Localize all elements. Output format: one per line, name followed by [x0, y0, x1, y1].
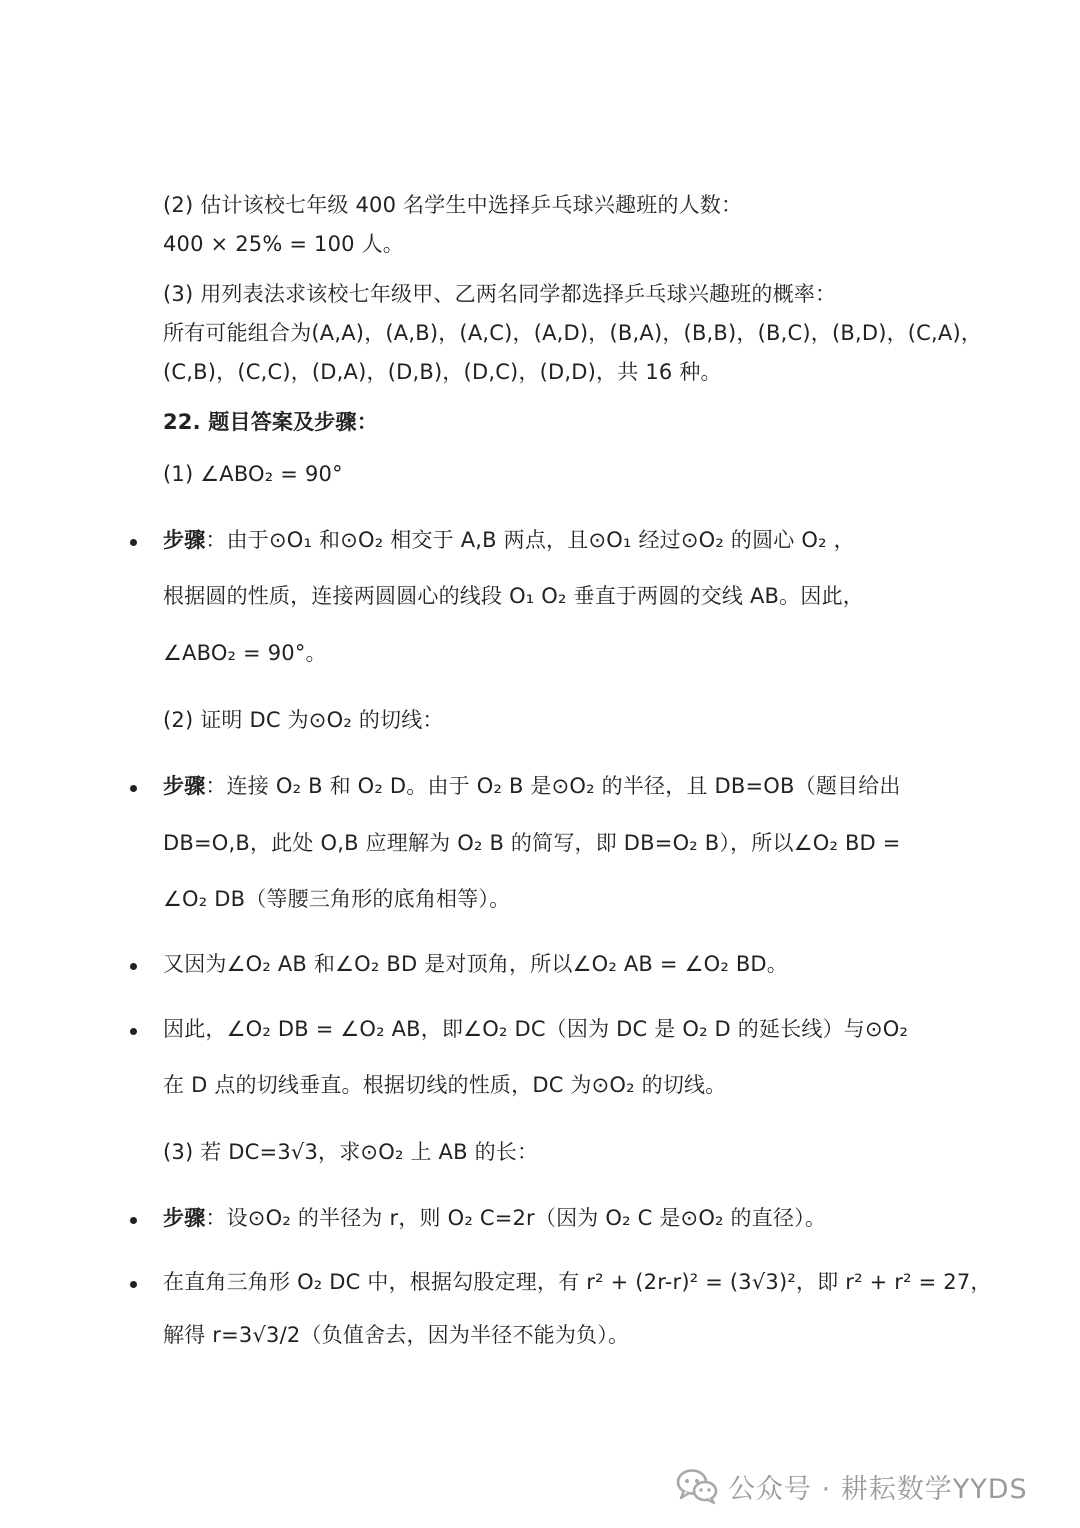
- bullet-marker: [130, 785, 137, 792]
- part3-combinations-line1: 所有可能组合为(A,A)，(A,B)，(A,C)，(A,D)，(B,A)，(B,B)，(B,C)，(B,D)，(C,A)，: [163, 321, 983, 345]
- part3-combinations-line2: (C,B)，(C,C)，(D,A)，(D,B)，(D,C)，(D,D)，共 16 种。: [163, 360, 722, 384]
- q22-part3-step-line1: [163, 1203, 826, 1233]
- part2-calculation: 400 × 25% = 100 人。: [163, 232, 405, 256]
- q22-part2-bullet3-line2: 在 D 点的切线垂直。根据切线的性质，DC 为⊙O₂ 的切线。: [163, 1073, 727, 1097]
- wechat-icon: [676, 1467, 718, 1505]
- bullet-marker: [130, 539, 137, 546]
- watermark: [676, 1466, 1028, 1506]
- q22-part2-heading: (2) 证明 DC 为⊙O₂ 的切线：: [163, 708, 444, 732]
- step-text: ：连接 O₂ B 和 O₂ D。由于 O₂ B 是⊙O₂ 的半径，且 DB=OB（题目给出: [205, 774, 901, 798]
- q22-part1-heading: (1) ∠ABO₂ = 90°: [163, 462, 343, 486]
- q22-part2-step-line2: DB=O,B，此处 O,B 应理解为 O₂ B 的简写，即 DB=O₂ B），所以∠O₂ BD =: [163, 831, 901, 855]
- q22-part2-bullet2: 又因为∠O₂ AB 和∠O₂ BD 是对顶角，所以∠O₂ AB = ∠O₂ BD。: [163, 952, 788, 976]
- q22-part2-step-line1: [163, 771, 901, 801]
- step-text: ：设⊙O₂ 的半径为 r，则 O₂ C=2r（因为 O₂ C 是⊙O₂ 的直径）。: [205, 1206, 827, 1230]
- step-text: ：由于⊙O₁ 和⊙O₂ 相交于 A,B 两点，且⊙O₁ 经过⊙O₂ 的圆心 O₂ ，: [205, 528, 855, 552]
- step-label: 步骤: [163, 774, 206, 798]
- step-label: 步骤: [163, 528, 206, 552]
- watermark-text: 公众号 · 耕耘数学YYDS: [728, 1473, 1028, 1505]
- q22-title: 22. 题目答案及步骤：: [163, 410, 378, 434]
- q22-part3-bullet2-line2: 解得 r=3√3/2（负值舍去，因为半径不能为负）。: [163, 1323, 630, 1347]
- step-label: 步骤: [163, 1206, 206, 1230]
- bullet-marker: [130, 1028, 137, 1035]
- bullet-marker: [130, 963, 137, 970]
- q22-part2-bullet3-line1: 因此，∠O₂ DB = ∠O₂ AB，即∠O₂ DC（因为 DC 是 O₂ D 的延长线）与⊙O₂: [163, 1017, 909, 1041]
- part3-heading: (3) 用列表法求该校七年级甲、乙两名同学都选择乒乓球兴趣班的概率：: [163, 282, 837, 306]
- bullet-marker: [130, 1281, 137, 1288]
- q22-part3-bullet2-line1: 在直角三角形 O₂ DC 中，根据勾股定理，有 r² + (2r-r)² = (3√3)²，即 r² + r² = 27，: [163, 1270, 992, 1294]
- q22-part1-step-line2: 根据圆的性质，连接两圆圆心的线段 O₁ O₂ 垂直于两圆的交线 AB。因此，: [163, 584, 864, 608]
- q22-part3-heading: (3) 若 DC=3√3，求⊙O₂ 上 AB 的长：: [163, 1140, 539, 1164]
- q22-part2-step-line3: ∠O₂ DB（等腰三角形的底角相等）。: [163, 887, 511, 911]
- bullet-marker: [130, 1217, 137, 1224]
- q22-part1-step-line1: [163, 525, 855, 555]
- q22-part1-step-line3: ∠ABO₂ = 90°。: [163, 641, 327, 665]
- part2-heading: (2) 估计该校七年级 400 名学生中选择乒乓球兴趣班的人数：: [163, 193, 743, 217]
